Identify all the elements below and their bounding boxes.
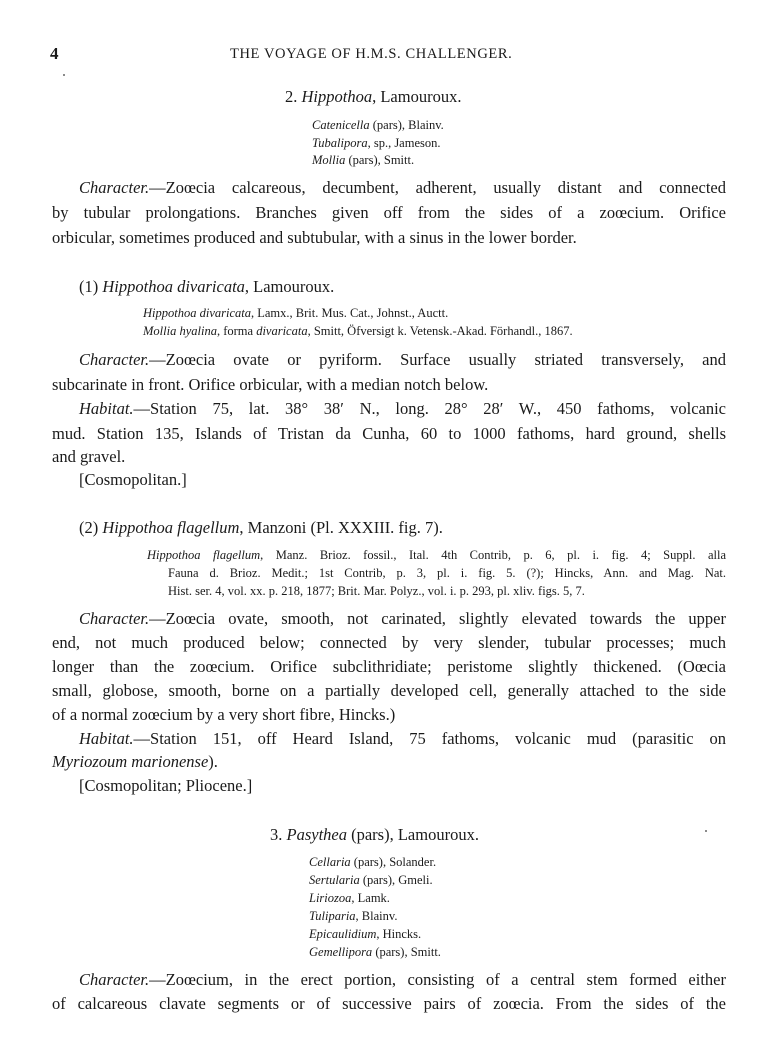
- genus-author: (pars), Lamouroux.: [346, 825, 479, 844]
- synonym-name: Catenicella: [312, 118, 370, 132]
- body-line: by tubular prolongations. Branches given off from the sides of a zoœcium. Orifice: [52, 203, 726, 222]
- genus-heading-hippothoa: [285, 87, 461, 107]
- synonym-line: [143, 306, 448, 321]
- body-line: orbicular, sometimes produced and subtubular, with a sinus in the lower border.: [52, 228, 577, 247]
- synonym-citation: (pars), Gmeli.: [359, 873, 433, 887]
- species-author: , Manzoni (Pl. XXXIII. fig. 7).: [239, 518, 443, 537]
- habitat-paragraph: [79, 729, 726, 749]
- distribution-note: [Cosmopolitan.]: [79, 470, 187, 489]
- character-label: Character.: [79, 970, 150, 989]
- synonym-form: divaricata: [256, 324, 308, 338]
- synonym-line: [309, 855, 436, 870]
- synonym-name: Gemellipora: [309, 945, 373, 959]
- synonym-name: Sertularia: [309, 873, 360, 887]
- synonym-citation: (pars), Blainv.: [369, 118, 444, 132]
- synonym-name: Tubalipora: [312, 136, 368, 150]
- running-title: THE VOYAGE OF H.M.S. CHALLENGER.: [230, 46, 513, 62]
- genus-heading-pasythea: [270, 825, 479, 845]
- body-line: of calcareous clavate segments or of successive pairs of zoœcia. From the sides of the: [52, 994, 726, 1013]
- synonym-name: Cellaria: [309, 855, 351, 869]
- synonym-citation: , Lamx., Brit. Mus. Cat., Johnst., Auctt.: [250, 306, 449, 320]
- synonym-line: [309, 927, 421, 942]
- synonym-citation: (pars), Smitt.: [345, 153, 415, 167]
- page-number: 4: [50, 44, 59, 63]
- synonym-line: [147, 548, 726, 563]
- body-text: ).: [208, 752, 218, 771]
- body-line: [52, 752, 218, 772]
- genus-number: 3.: [270, 825, 283, 844]
- synonym-line: [312, 118, 444, 133]
- synonym-line: [309, 945, 441, 960]
- body-line: —Zoœcia ovate, smooth, not carinated, slightly elevated towards the upper: [149, 609, 726, 628]
- habitat-label: Habitat.: [79, 729, 134, 748]
- character-label: Character.: [79, 178, 150, 197]
- body-line: —Zoœcia ovate or pyriform. Surface usually striated transversely, and: [149, 350, 726, 369]
- synonym-citation: , Hincks.: [376, 927, 422, 941]
- species-name: Hippothoa divaricata: [102, 277, 245, 296]
- synonym-line: [312, 153, 414, 168]
- genus-number: 2.: [285, 87, 298, 106]
- synonym-citation: , sp., Jameson.: [367, 136, 441, 150]
- genus-author: , Lamouroux.: [372, 87, 462, 106]
- body-line: —Station 151, off Heard Island, 75 fathoms, volcanic mud (parasitic on: [133, 729, 726, 748]
- body-line: small, globose, smooth, borne on a partially developed cell, generally attached to the side: [52, 681, 726, 700]
- synonym-name: Epicaulidium: [309, 927, 377, 941]
- body-line: mud. Station 135, Islands of Tristan da Cunha, 60 to 1000 fathoms, hard ground, shells: [52, 424, 726, 443]
- distribution-note: [Cosmopolitan; Pliocene.]: [79, 776, 253, 795]
- genus-name: Pasythea: [286, 825, 347, 844]
- synonym-citation: , Manz. Brioz. fossil., Ital. 4th Contrib, p. 6, pl. i. fig. 4; Suppl. alla: [260, 548, 726, 562]
- character-paragraph: [79, 350, 726, 370]
- synonym-line: Fauna d. Brioz. Medit.; 1st Contrib, p. 3, pl. i. fig. 5. (?); Hincks, Ann. and Mag. Nat.: [168, 566, 726, 580]
- body-line: subcarinate in front. Orifice orbicular, with a median notch below.: [52, 375, 489, 394]
- species-heading-flagellum: [79, 518, 443, 538]
- synonym-name: Liriozoa: [309, 891, 352, 905]
- host-species-name: Myriozoum marionense: [52, 752, 209, 771]
- habitat-paragraph: [79, 399, 726, 419]
- synonym-line: [309, 873, 433, 888]
- synonym-line: Hist. ser. 4, vol. xx. p. 218, 1877; Brit. Mar. Polyz., vol. i. p. 293, pl. xliv. figs. 5, 7.: [168, 584, 585, 598]
- species-heading-divaricata: [79, 277, 334, 297]
- synonym-line: [309, 891, 390, 906]
- synonym-line: [143, 324, 573, 339]
- body-line: —Zoœcium, in the erect portion, consisting of a central stem formed either: [149, 970, 726, 989]
- species-name: Hippothoa flagellum: [102, 518, 240, 537]
- habitat-label: Habitat.: [79, 399, 134, 418]
- synonym-name: Hippothoa flagellum: [147, 548, 261, 562]
- character-paragraph: [79, 609, 726, 629]
- synonym-name: Tuliparia: [309, 909, 356, 923]
- synonym-citation: , Lamk.: [351, 891, 390, 905]
- speck-mark: [705, 830, 707, 832]
- synonym-name: Mollia hyalina: [143, 324, 217, 338]
- synonym-name: Hippothoa divaricata: [143, 306, 251, 320]
- character-label: Character.: [79, 609, 150, 628]
- body-line: end, not much produced below; connected by very slender, tubular processes; much: [52, 633, 726, 652]
- character-paragraph: [79, 178, 726, 198]
- species-number: (1): [79, 277, 99, 296]
- character-paragraph: [79, 970, 726, 990]
- body-line: and gravel.: [52, 447, 126, 466]
- synonym-citation: (pars), Solander.: [350, 855, 437, 869]
- speck-mark: [63, 74, 65, 76]
- synonym-name: Mollia: [312, 153, 346, 167]
- body-line: longer than the zoœcium. Orifice subclithridiate; peristome slightly thickened. (Oœcia: [52, 657, 726, 676]
- synonym-citation: , forma: [216, 324, 257, 338]
- character-label: Character.: [79, 350, 150, 369]
- genus-name: Hippothoa: [301, 87, 373, 106]
- synonym-citation: (pars), Smitt.: [372, 945, 441, 959]
- body-line: of a normal zoœcium by a very short fibre, Hincks.): [52, 705, 396, 724]
- synonym-citation: , Smitt, Öfversigt k. Vetensk.-Akad. Förhandl., 1867.: [307, 324, 573, 338]
- synonym-citation: , Blainv.: [355, 909, 398, 923]
- species-number: (2): [79, 518, 99, 537]
- species-author: , Lamouroux.: [244, 277, 335, 296]
- body-line: —Zoœcia calcareous, decumbent, adherent, usually distant and connected: [149, 178, 726, 197]
- synonym-line: [312, 136, 441, 151]
- synonym-line: [309, 909, 397, 924]
- body-line: —Station 75, lat. 38° 38′ N., long. 28° 28′ W., 450 fathoms, volcanic: [133, 399, 726, 418]
